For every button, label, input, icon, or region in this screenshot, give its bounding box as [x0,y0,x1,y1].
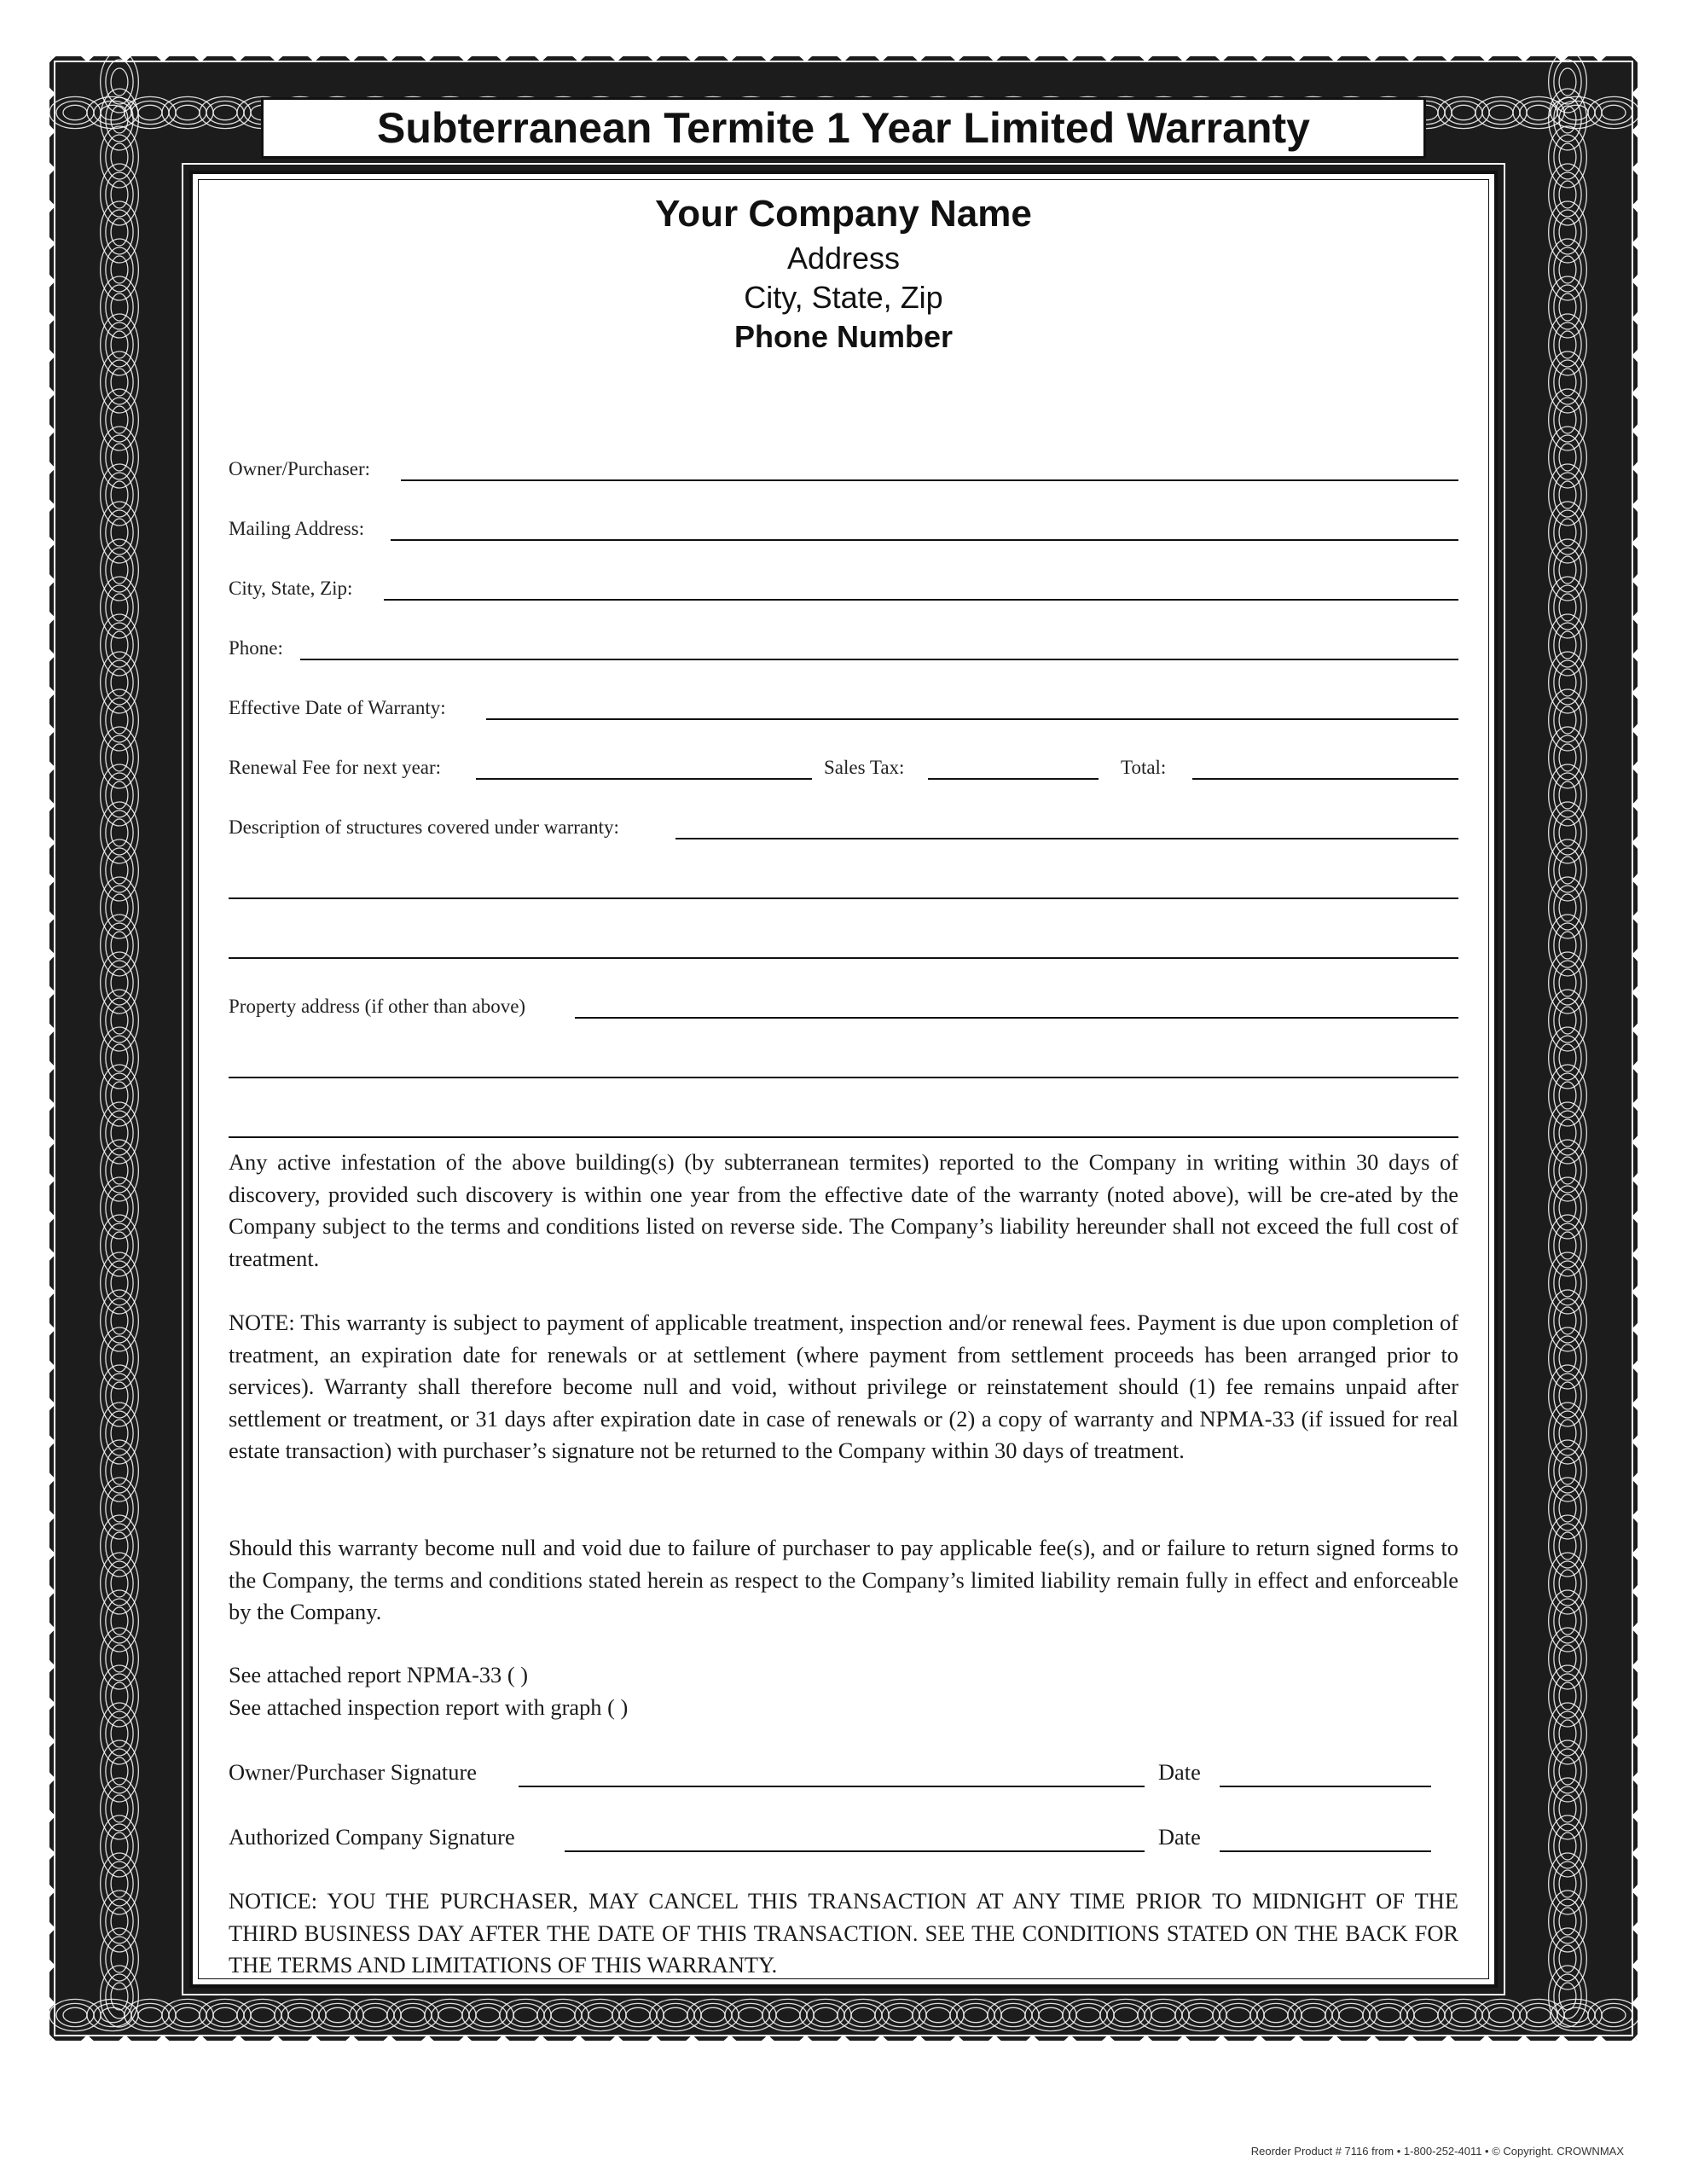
company-address: Address [786,241,901,276]
phone-line[interactable] [300,659,1458,660]
document-title: Subterranean Termite 1 Year Limited Warranty [377,104,1310,152]
owner-purchaser-line[interactable] [401,479,1458,481]
mailing-address-line[interactable] [391,539,1458,541]
inspection-graph-checkbox-line[interactable]: See attached inspection report with graph ( ) [229,1694,629,1720]
owner-signature-line[interactable] [519,1786,1145,1787]
renewal-fee-line[interactable] [476,778,812,780]
description-line-3[interactable] [229,957,1458,959]
phone-label: Phone: [229,637,283,659]
title-banner [261,97,1426,159]
city-state-zip-label: City, State, Zip: [229,578,353,599]
null-void-paragraph: Should this warranty become null and void due to failure of purchaser to pay applicable fee(s), and or failure to return signed forms to the Company, the terms and conditions stated herein as respect to the Company’s limited liability remain fully in effect and enforceable by the Company. [229,1535,1458,1624]
property-address-line-3[interactable] [229,1136,1458,1138]
company-signature-line[interactable] [565,1850,1145,1852]
property-address-line-1[interactable] [575,1017,1458,1019]
total-label: Total: [1121,757,1167,778]
description-label: Description of structures covered under warranty: [229,816,619,838]
company-date-line[interactable] [1220,1850,1431,1852]
sales-tax-label: Sales Tax: [824,757,905,778]
owner-signature-label: Owner/Purchaser Signature [229,1759,477,1785]
effective-date-label: Effective Date of Warranty: [229,697,446,718]
company-phone: Phone Number [733,319,954,354]
sales-tax-line[interactable] [928,778,1099,780]
notice-paragraph: NOTICE: YOU THE PURCHASER, MAY CANCEL THIS TRANSACTION AT ANY TIME PRIOR TO MIDNIGHT OF THE THIRD BUSINESS DAY AFTER THE DATE OF THIS TRANSACTION. SEE THE CONDITIONS STATED ON THE BACK FOR THE TERMS AND LIMITATIONS OF THIS WARRANTY. [229,1888,1458,1978]
description-line-2[interactable] [229,897,1458,899]
infestation-paragraph: Any active infestation of the above building(s) (by subterranean termites) reported to the Company in writing within 30 days of discovery, provided such discovery is within one year from the effective date of the warranty (noted above), will be cre-ated by the Company subject to the terms and conditions listed on reverse side. The Company’s liability hereunder shall not exceed the full cost of treatment. [229,1149,1458,1271]
note-paragraph: NOTE: This warranty is subject to payment of applicable treatment, inspection and/or renewal fees. Payment is due upon completion of treatment, an expiration date for renewals or at settlement (where payment from settlement proceeds has been arranged prior to services). Warranty shall therefore become null and void, without privilege or reinstatement should (1) fee remains unpaid after settlement or treatment, or 31 days after expiration date in case of renewals or (2) a copy of warranty and NPMA-33 (if issued for real estate transaction) with purchaser’s signature not be returned to the Company within 30 days of treatment. [229,1310,1458,1463]
owner-date-line[interactable] [1220,1786,1431,1787]
city-state-zip-line[interactable] [384,599,1458,601]
company-date-label: Date [1158,1824,1201,1850]
owner-date-label: Date [1158,1759,1201,1785]
mailing-address-label: Mailing Address: [229,518,365,539]
company-name: Your Company Name [655,193,1032,235]
owner-purchaser-label: Owner/Purchaser: [229,458,371,479]
npma33-checkbox-line[interactable]: See attached report NPMA-33 ( ) [229,1662,529,1687]
company-signature-label: Authorized Company Signature [229,1824,515,1850]
reorder-footer: Reorder Product # 7116 from • 1-800-252-4011 • © Copyright. CROWNMAX [1250,2145,1624,2158]
description-line-1[interactable] [675,838,1458,839]
property-address-line-2[interactable] [229,1077,1458,1078]
renewal-fee-label: Renewal Fee for next year: [229,757,442,778]
company-city-state-zip: City, State, Zip [744,280,943,315]
total-line[interactable] [1192,778,1458,780]
effective-date-line[interactable] [486,718,1458,720]
property-address-label: Property address (if other than above) [229,996,526,1017]
